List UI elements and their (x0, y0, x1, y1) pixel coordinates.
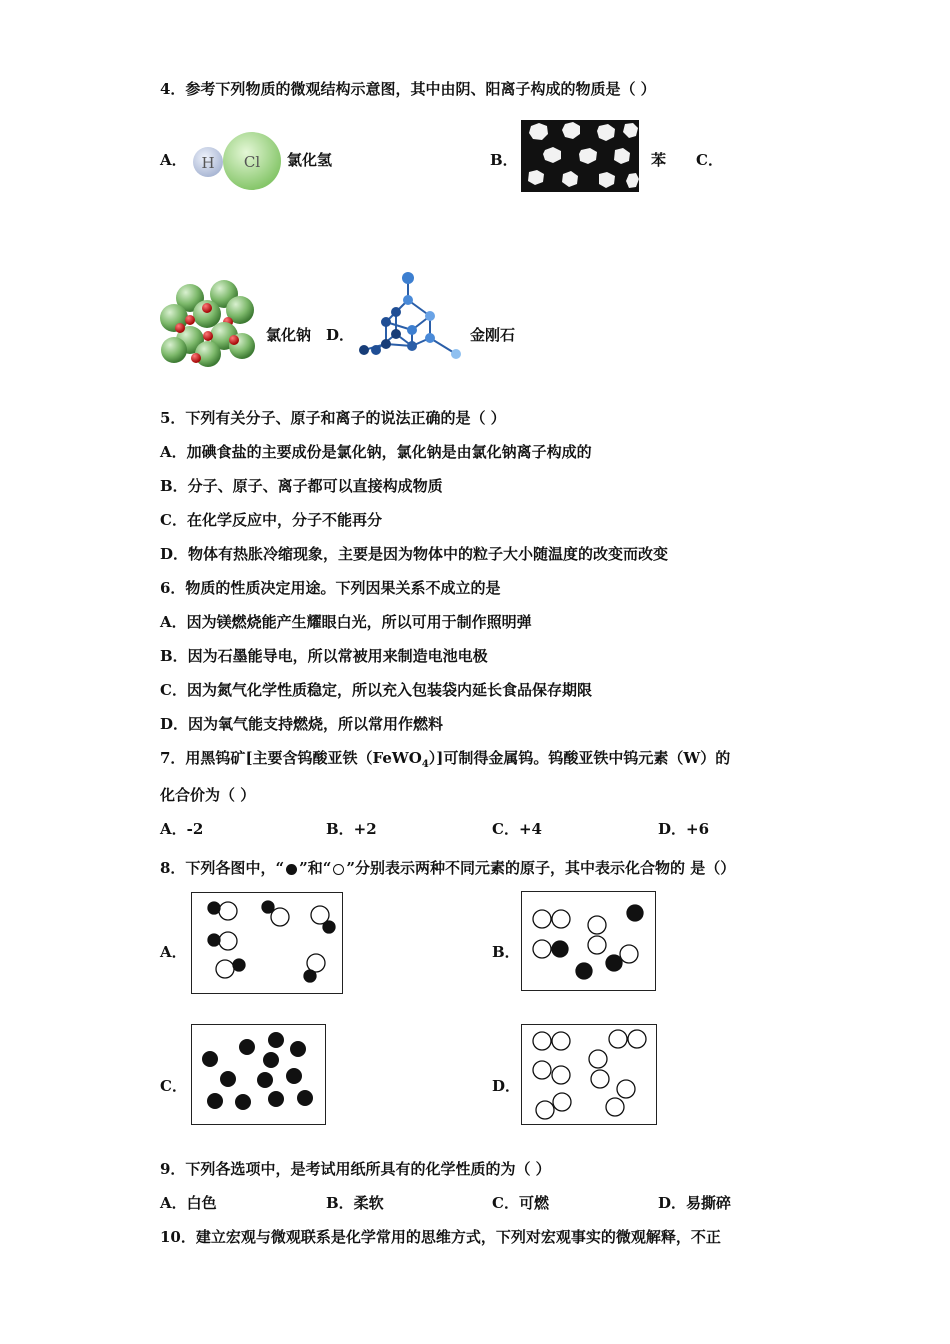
q5-option-a: A．加碘食盐的主要成份是氯化钠，氯化钠是由氯化钠离子构成的 (160, 443, 592, 461)
q8-diagram-c (191, 1024, 326, 1125)
q7-option-a: A．-2 (160, 820, 204, 838)
q8-stem-mid: ”和“ (299, 859, 332, 877)
q7-stem-line2: 化合价为（ ） (160, 786, 256, 804)
q7-option-d: D．+6 (658, 820, 710, 838)
q8-stem (160, 857, 735, 878)
q4-option-a-name: 氯化氢 (287, 151, 333, 169)
q4-stem: 4．参考下列物质的微观结构示意图，其中由阴、阳离子构成的物质是（ ） (160, 80, 656, 98)
q7-stem (160, 747, 730, 770)
q4-option-d-label: D． (326, 326, 355, 344)
q8-option-c-label: C． (160, 1077, 187, 1095)
q8-option-d-label: D． (492, 1077, 521, 1095)
q10-stem: 10．建立宏观与微观联系是化学常用的思维方式，下列对宏观事实的微观解释，不正 (160, 1228, 721, 1246)
q6-option-b: B．因为石墨能导电，所以常被用来制造电池电极 (160, 647, 488, 665)
black-atom-icon (286, 864, 297, 875)
q6-option-d: D．因为氧气能支持燃烧，所以常用作燃料 (160, 715, 444, 733)
q8-diagram-b (521, 891, 656, 991)
q4-option-b-label: B． (490, 151, 518, 169)
q4-option-c-label: C． (696, 151, 723, 169)
nacl-crystal-image (160, 280, 258, 368)
q7-option-c: C．+4 (492, 820, 542, 838)
q8-option-b-label: B． (492, 943, 520, 961)
q7-option-b: B．+2 (326, 820, 377, 838)
q9-option-a: A．白色 (160, 1194, 217, 1212)
q8-diagram-d (521, 1024, 657, 1125)
q8-option-a-label: A． (160, 943, 187, 961)
q5-option-d: D．物体有热胀冷缩现象，主要是因为物体中的粒子大小随温度的改变而改变 (160, 545, 669, 563)
q4-option-b-name: 苯 (651, 151, 667, 169)
q4-option-a-label: A． (160, 151, 187, 169)
q9-option-d: D．易撕碎 (658, 1194, 732, 1212)
q5-option-b: B．分子、原子、离子都可以直接构成物质 (160, 477, 443, 495)
hcl-molecule-image (192, 130, 284, 192)
cl-atom-label: Cl (243, 153, 261, 171)
q9-option-b: B．柔软 (326, 1194, 384, 1212)
benzene-image (521, 120, 639, 192)
q5-stem: 5．下列有关分子、原子和离子的说法正确的是（ ） (160, 409, 506, 427)
q5-option-c: C．在化学反应中，分子不能再分 (160, 511, 382, 529)
white-atom-icon (333, 864, 344, 875)
q9-stem: 9．下列各选项中，是考试用纸所具有的化学性质的为（ ） (160, 1160, 551, 1178)
q7-stem-sub: 4 (421, 759, 429, 770)
q4-option-d-name: 金刚石 (470, 326, 516, 344)
q7-stem-pre: 7．用黑钨矿[主要含钨酸亚铁（FeWO (160, 749, 422, 767)
q6-option-a: A．因为镁燃烧能产生耀眼白光，所以可用于制作照明弹 (160, 613, 532, 631)
h-atom-label: H (201, 154, 215, 172)
diamond-structure-image (350, 268, 466, 366)
q8-stem-post: ”分别表示两种不同元素的原子，其中表示化合物的 是（） (346, 859, 736, 877)
q8-stem-pre: 8．下列各图中，“ (160, 859, 285, 877)
q4-option-c-name: 氯化钠 (266, 326, 312, 344)
q9-option-c: C．可燃 (492, 1194, 549, 1212)
q6-option-c: C．因为氮气化学性质稳定，所以充入包装袋内延长食品保存期限 (160, 681, 592, 699)
q7-stem-post: ）]可制得金属钨。钨酸亚铁中钨元素（W）的 (428, 749, 731, 767)
q8-diagram-a (191, 892, 343, 994)
q6-stem: 6．物质的性质决定用途。下列因果关系不成立的是 (160, 579, 501, 597)
